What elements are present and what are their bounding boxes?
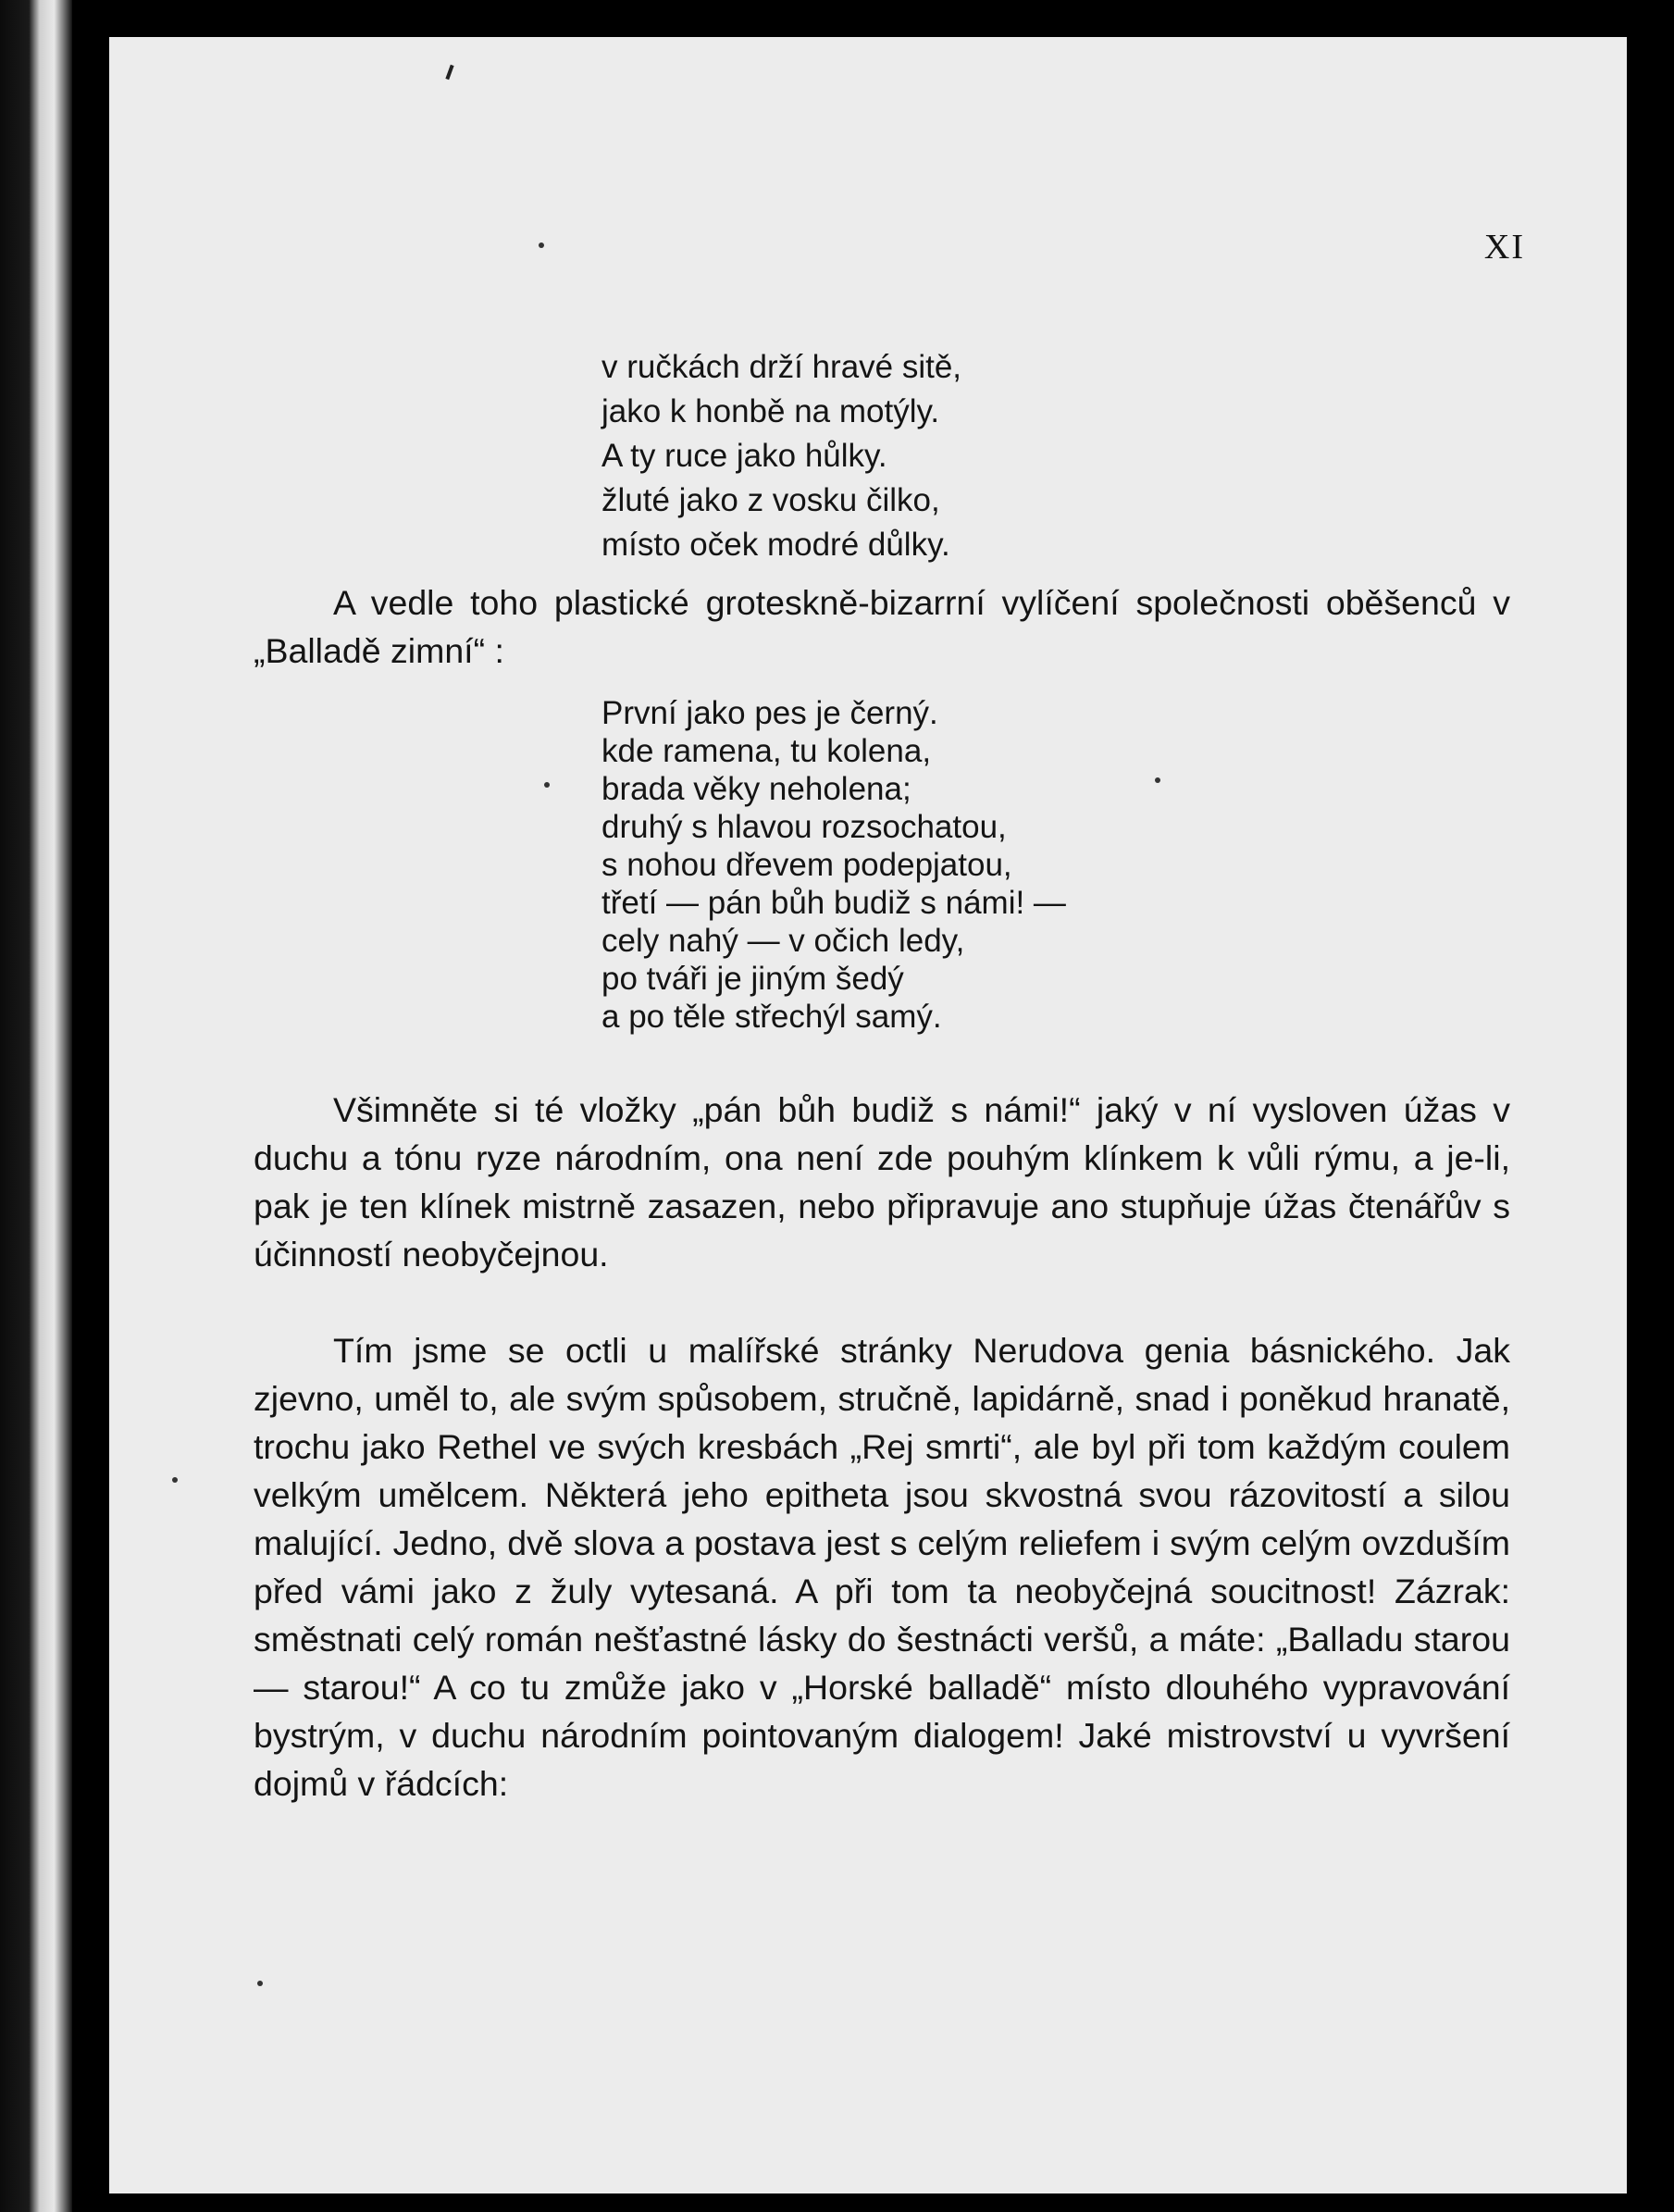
- verse-line: a po těle střechýl samý.: [601, 999, 942, 1035]
- verse-line: třetí — pán bůh budiž s námi! —: [601, 885, 1066, 921]
- verse-quote-2: [601, 694, 1066, 1036]
- verse-quote-1: [601, 345, 961, 567]
- verse-line: v ručkách drží hravé sitě,: [601, 349, 962, 385]
- verse-line: cely nahý — v očich ledy,: [601, 923, 965, 959]
- paragraph: A vedle toho plastické groteskně-bizarrní vylíčení společnosti oběšenců v „Balladě zimní“ :: [254, 583, 1510, 670]
- verse-line: po tváři je jiným šedý: [601, 961, 904, 997]
- verse-line: žluté jako z vosku čilko,: [601, 482, 940, 518]
- verse-line: jako k honbě na motýly.: [601, 393, 940, 429]
- verse-line: kde ramena, tu kolena,: [601, 733, 932, 769]
- left-page-edge: [0, 0, 72, 2212]
- scan-mark: [445, 65, 453, 80]
- scan-speck: [544, 782, 550, 788]
- scan-speck: [257, 1981, 263, 1986]
- scan-speck: [1155, 777, 1160, 783]
- page-number: XI: [1483, 228, 1525, 267]
- verse-line: brada věky neholena;: [601, 771, 911, 807]
- verse-line: druhý s hlavou rozsochatou,: [601, 809, 1007, 845]
- verse-line: místo oček modré důlky.: [601, 527, 950, 563]
- book-page: [109, 37, 1627, 2193]
- verse-line: A ty ruce jako hůlky.: [601, 438, 887, 474]
- verse-line: s nohou dřevem podepjatou,: [601, 847, 1012, 883]
- paragraph: Všimněte si té vložky „pán bůh budiž s námi!“ jaký v ní vysloven úžas v duchu a tónu ryze národním, ona není zde pouhým klínkem k vůli rýmu, a je-li, pak je ten klínek mistrně zasazen, nebo připravuje ano stupňuje úžas čtenářův s účinností neobyčejnou.: [254, 1090, 1510, 1274]
- scan-speck: [172, 1477, 178, 1483]
- verse-line: První jako pes je černý.: [601, 695, 938, 731]
- paragraph: Tím jsme se octli u malířské stránky Nerudova genia básnického. Jak zjevno, uměl to, ale svým spůsobem, stručně, lapidárně, snad i poněkud hranatě, trochu jako Rethel ve svých kresbách „Rej smrti“, ale byl při tom každým coulem velkým umělcem. Některá jeho epitheta jsou skvostná svou rázovitostí a silou malující. Jedno, dvě slova a postava jest s celým reliefem i svým celým ovzduším před vámi jako z žuly vytesaná. A při tom ta neobyčejná soucitnost! Zázrak: směstnati celý román nešťastné lásky do šestnácti veršů, a máte: „Balladu starou — starou!“ A co tu zmůže jako v „Horské balladě“ místo dlouhého vypravování bystrým, v duchu národním pointovaným dialogem! Jaké mistrovství u vyvršení dojmů v řádcích:: [254, 1331, 1510, 1803]
- scan-speck: [539, 242, 544, 248]
